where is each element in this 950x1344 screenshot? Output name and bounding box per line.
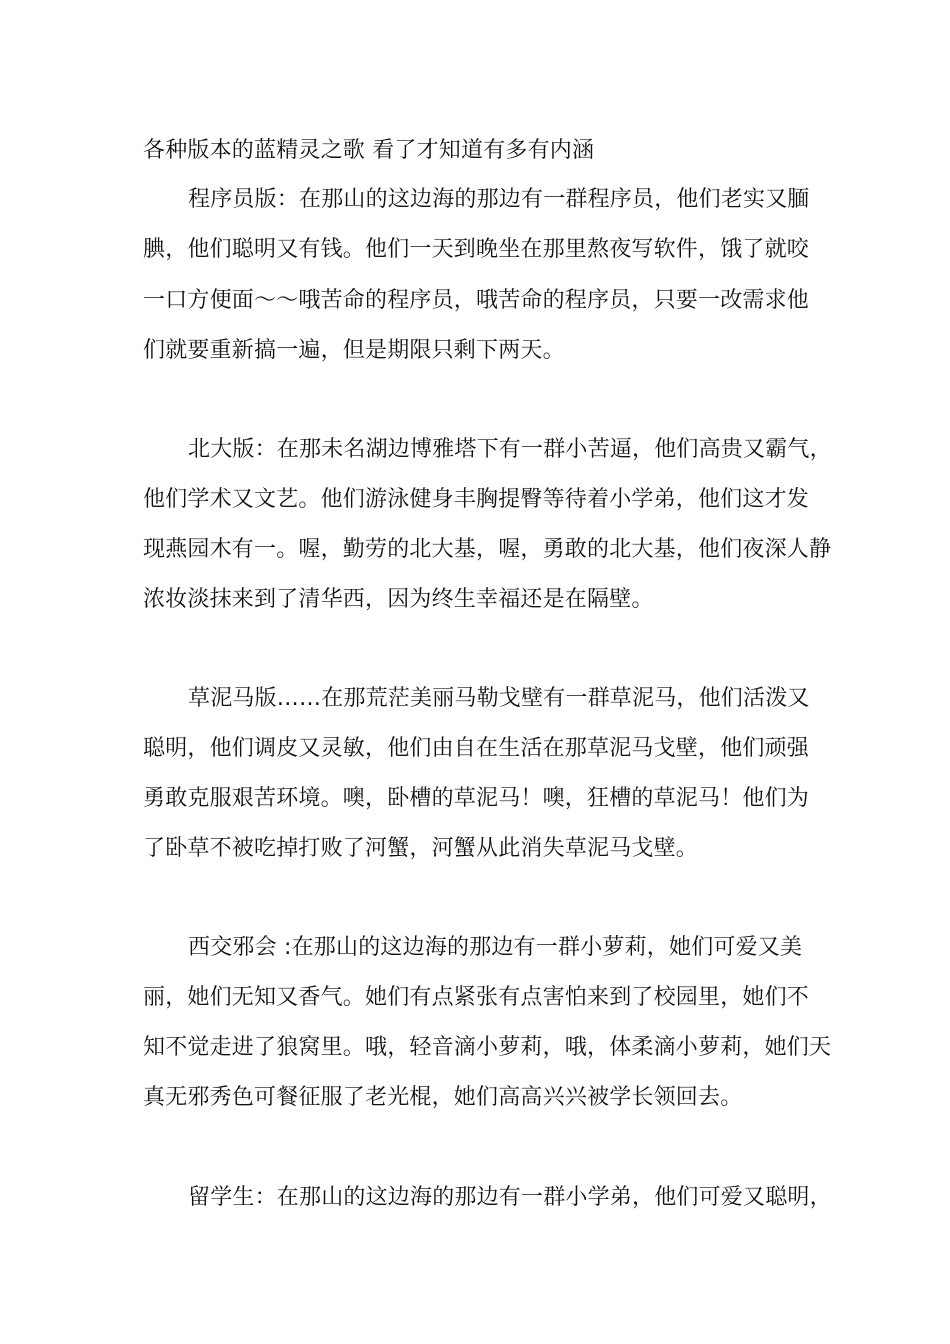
paragraph-overseas-line: 留学生：在那山的这边海的那边有一群小学弟，他们可爱又聪明，	[188, 1185, 832, 1210]
paragraph-alpaca-line: 草泥马版……在那荒茫美丽马勒戈壁有一群草泥马，他们活泼又	[188, 686, 810, 711]
paragraph-xjtu-line: 丽，她们无知又香气。她们有点紧张有点害怕来到了校园里，她们不	[143, 985, 810, 1010]
paragraph-alpaca-line: 了卧草不被吃掉打败了河蟹，河蟹从此消失草泥马戈壁。	[143, 836, 699, 861]
paragraph-pku-line: 现燕园木有一。喔，勤劳的北大基，喔，勇敢的北大基，他们夜深人静	[143, 537, 832, 562]
paragraph-programmer-line: 程序员版：在那山的这边海的那边有一群程序员，他们老实又腼	[188, 187, 810, 212]
paragraph-pku-line: 他们学术又文艺。他们游泳健身丰胸提臀等待着小学弟，他们这才发	[143, 487, 810, 512]
paragraph-alpaca-line: 勇敢克服艰苦环境。噢，卧槽的草泥马！噢，狂槽的草泥马！他们为	[143, 786, 810, 811]
paragraph-xjtu-line: 真无邪秀色可餐征服了老光棍，她们高高兴兴被学长领回去。	[143, 1085, 743, 1110]
paragraph-programmer-line: 们就要重新搞一遍，但是期限只剩下两天。	[143, 338, 565, 363]
document-title: 各种版本的蓝精灵之歌 看了才知道有多有内涵	[143, 138, 595, 163]
paragraph-programmer-line: 腆，他们聪明又有钱。他们一天到晚坐在那里熬夜写软件，饿了就咬	[143, 237, 810, 262]
paragraph-programmer-line: 一口方便面～～哦苦命的程序员，哦苦命的程序员，只要一改需求他	[143, 288, 810, 313]
paragraph-xjtu-line: 知不觉走进了狼窝里。哦，轻音滴小萝莉，哦，体柔滴小萝莉，她们天	[143, 1035, 832, 1060]
paragraph-pku-line: 浓妆淡抹来到了清华西，因为终生幸福还是在隔壁。	[143, 587, 654, 612]
paragraph-alpaca-line: 聪明，他们调皮又灵敏，他们由自在生活在那草泥马戈壁，他们顽强	[143, 736, 810, 761]
paragraph-xjtu-line: 西交邪会 :在那山的这边海的那边有一群小萝莉，她们可爱又美	[188, 935, 803, 960]
paragraph-pku-line: 北大版：在那未名湖边博雅塔下有一群小苦逼，他们高贵又霸气，	[188, 437, 832, 462]
